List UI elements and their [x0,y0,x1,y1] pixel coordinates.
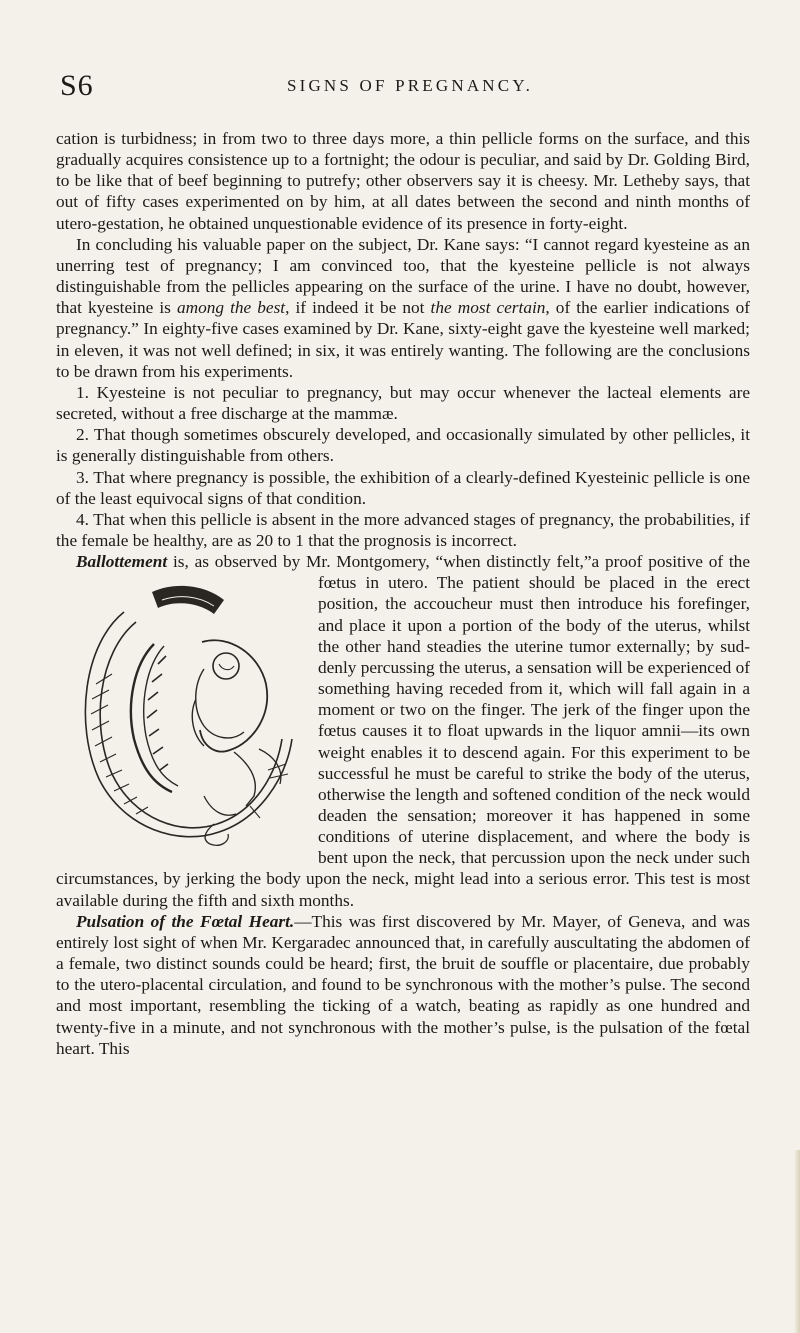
pulsation-heading: Pulsation of the Fœtal Heart. [76,911,295,931]
fetus-in-uterus-illustration [54,574,304,849]
page-edge-shadow [794,1150,800,1333]
pulsation-text: —This was first discovered by Mr. Mayer, of Geneva, and was entirely lost sight of when Mr. Kergaradec announced that, in carefully auscultating the abdomen of a female, two distinct sounds could be heard; first, the bruit de souffle or placentaire, due probably to the utero-placental circulation, and found to be synchronous with the mother’s pulse. The second and most important, resembling the ticking of a watch, beating as rapidly as one hundred and twenty-five in a minute, and not synchronous with the mother’s pulse, is the pulsation of the fœtal heart. This [56,911,751,1058]
conclusion-3: 3. That where pregnancy is possible, the exhibition of a clearly-defined Kyesteinic pellicle is one of the least equivocal signs of that condition. [56,467,750,508]
kane-quote-emphasis-1: among the best [176,298,286,318]
ballottement-heading: Ballottement [76,552,168,572]
kane-quote-part-2: , if indeed it be not [285,298,431,318]
paragraph-pulsation [56,911,750,1059]
conclusion-1: 1. Kyesteine is not peculiar to pregnancy, but may occur whenever the lacteal elements are secreted, without a free discharge at the mammæ. [56,382,750,424]
ballottement-intro: is, as observed by Mr. Montgomery, “when distinctly felt,” [167,552,592,572]
kane-quote-part-3: , of the earlier indications of pregnancy.” In eighty-five cases examined by Dr. Kane, sixty-eight gave the kyesteine well marked; in eleven, it was not well defined; in six, it was entirely wanting. The following are the conclusions to be drawn from his experiments. [56,298,750,381]
paragraph-kane-quote [56,234,750,382]
paragraph-ballottement [56,551,750,911]
conclusion-4: 4. That when this pellicle is absent in the more advanced stages of pregnancy, the probabilities, if the female be healthy, are as 20 to 1 that the prognosis is incorrect. [56,509,750,550]
paragraph-kyesteine-continuation: cation is turbidness; in from two to three days more, a thin pellicle forms on the surface, and this gradually acquires consistence up to a fortnight; the odour is peculiar, and said by Dr. Golding Bird, to be like that of beef beginning to putrefy; other observers say it is cheesy. Mr. Letheby says, that out of fifty cases experimented on by him, at all dates between the second and ninth months of utero-gestation, he obtained unquestionable evidence of its presence in forty-eight. [56,129,750,233]
page-body [56,128,750,1059]
ballottement-text: a proof positive of the fœtus in utero. The patient should be placed in the erect position, the accoucheur must then introduce his forefinger, and place it upon a portion of the body of the uterus, whilst the other hand steadies the uterine tumor externally; by suddenly percussing the uterus, a sensation will be experienced of something having receded from it, which will fall again in a moment or two on the finger. The jerk of the finger upon the fœtus causes it to float upwards in the liquor amnii—its own weight enables it to descend again. For this experiment to be successful he must be careful to strike the body of the uterus, otherwise the length and softened condition of the neck would deaden the sensation; moreover it has happened in some conditions of uterine displacement, and where the body is bent upon the neck, that percussion upon the neck under such circumstances, by jerking the body upon the neck, might lead into a serious error. This test is most available during the fifth and sixth months. [56,552,750,910]
kane-quote-part-1: In concluding his valuable paper on the subject, Dr. Kane says: “I cannot regard kyesteine as an unerring test of pregnancy; I am convinced too, that the kyesteine pellicle is not always distinguishable from the pellicles appearing on the surface of the urine. I have no doubt, however, that kyesteine is [56,234,750,318]
page-number: S6 [60,69,94,102]
conclusion-2: 2. That though sometimes obscurely developed, and occasionally simulated by other pellicles, it is generally distinguishable from others. [56,425,750,466]
page-header [60,68,760,104]
kane-quote-emphasis-2: the most certain [430,298,546,318]
running-title: SIGNS OF PREGNANCY. [286,76,534,95]
